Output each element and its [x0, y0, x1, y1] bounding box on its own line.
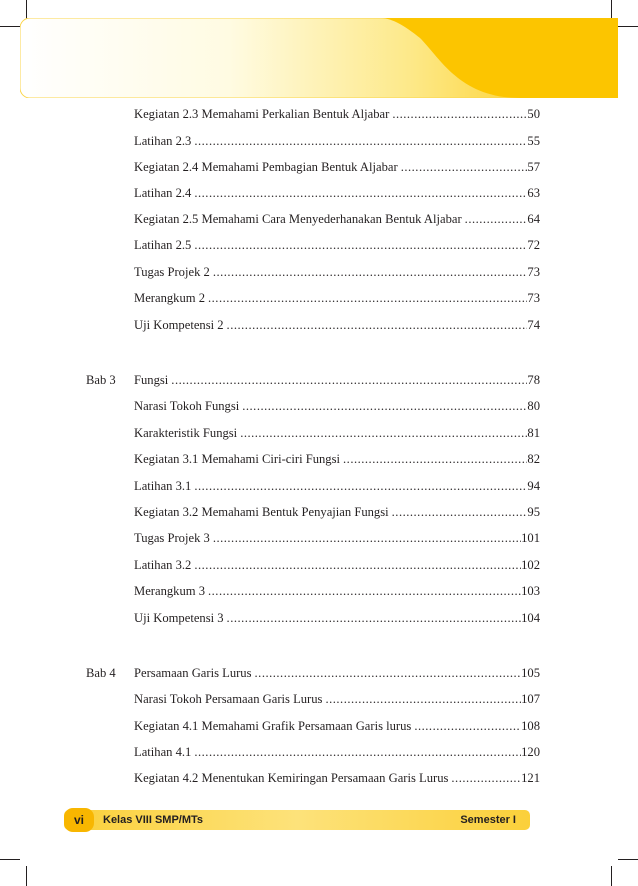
- toc-entry-page: 94: [527, 479, 540, 493]
- footer-semester: Semester I: [460, 814, 516, 826]
- chapter-label: Bab 3: [86, 373, 116, 387]
- toc-entry[interactable]: [134, 557, 540, 573]
- toc-entry-title: Tugas Projek 2: [134, 265, 210, 279]
- crop-mark: [611, 0, 612, 20]
- toc-leader: [252, 665, 522, 681]
- toc-leader: [237, 425, 527, 441]
- toc-leader: [191, 185, 527, 201]
- toc-entry-title: Latihan 2.4: [134, 186, 192, 200]
- toc-entry[interactable]: [134, 237, 540, 253]
- toc-entry-page: 107: [521, 692, 540, 706]
- crop-mark: [611, 866, 612, 886]
- toc-entry-page: 104: [521, 611, 540, 625]
- toc-leader: [340, 451, 527, 467]
- toc-entry[interactable]: [134, 185, 540, 201]
- toc-entry[interactable]: [134, 372, 540, 388]
- footer-book-title: Kelas VIII SMP/MTs: [103, 814, 204, 826]
- toc-leader: [191, 478, 527, 494]
- toc-entry[interactable]: [134, 398, 540, 414]
- toc-entry-page: 105: [521, 666, 540, 680]
- toc-entry[interactable]: [134, 718, 540, 734]
- toc-leader: [205, 290, 527, 306]
- toc-entry[interactable]: [134, 425, 540, 441]
- toc-entry-title: Kegiatan 2.3 Memahami Perkalian Bentuk Aljabar: [134, 107, 390, 121]
- toc-entry-title: Persamaan Garis Lurus: [134, 666, 252, 680]
- crop-mark: [26, 0, 27, 20]
- toc-leader: [205, 583, 521, 599]
- crop-mark: [0, 859, 20, 860]
- toc-entry-page: 73: [527, 265, 540, 279]
- toc-entry-page: 78: [527, 373, 540, 387]
- toc-entry-page: 63: [527, 186, 540, 200]
- toc-entry-title: Narasi Tokoh Persamaan Garis Lurus: [134, 692, 323, 706]
- toc-entry-title: Latihan 3.1: [134, 479, 192, 493]
- toc-entry-title: Kegiatan 4.1 Memahami Grafik Persamaan Garis lurus: [134, 719, 412, 733]
- toc-entry-title: Uji Kompetensi 3: [134, 611, 224, 625]
- toc-leader: [191, 237, 527, 253]
- toc-entry[interactable]: [134, 290, 540, 306]
- toc-entry-title: Latihan 2.3: [134, 134, 192, 148]
- toc-leader: [191, 133, 527, 149]
- toc-entry-page: 74: [527, 318, 540, 332]
- toc-leader: [239, 398, 527, 414]
- toc-leader: [448, 770, 521, 786]
- toc-leader: [210, 530, 521, 546]
- toc-leader: [398, 159, 528, 175]
- toc-leader: [168, 372, 527, 388]
- toc-entry[interactable]: [134, 691, 540, 707]
- toc-entry-title: Uji Kompetensi 2: [134, 318, 224, 332]
- toc-entry[interactable]: [134, 451, 540, 467]
- toc-entry-page: 72: [527, 238, 540, 252]
- toc-entry[interactable]: [134, 106, 540, 122]
- header-banner: [20, 18, 618, 98]
- toc-leader: [462, 211, 528, 227]
- toc-leader: [210, 264, 528, 280]
- toc-entry-page: 108: [521, 719, 540, 733]
- toc-entry-page: 64: [527, 212, 540, 226]
- toc-entry[interactable]: [134, 317, 540, 333]
- page-number: vi: [73, 813, 84, 827]
- toc-entry-page: 73: [527, 291, 540, 305]
- toc-entry-page: 82: [527, 452, 540, 466]
- toc-entry-title: Fungsi: [134, 373, 169, 387]
- toc-entry-page: 120: [521, 745, 540, 759]
- toc-entry-title: Latihan 4.1: [134, 745, 192, 759]
- toc-entry[interactable]: [134, 504, 540, 520]
- toc-entry-page: 101: [521, 531, 540, 545]
- toc-entry-title: Latihan 2.5: [134, 238, 192, 252]
- toc-entry-page: 103: [521, 584, 540, 598]
- toc-entry[interactable]: [134, 530, 540, 546]
- toc-leader: [411, 718, 521, 734]
- toc-entry[interactable]: [134, 211, 540, 227]
- toc-entry-title: Latihan 3.2: [134, 558, 192, 572]
- toc-entry-page: 95: [527, 505, 540, 519]
- crop-mark: [0, 26, 20, 27]
- toc-entry-title: Kegiatan 2.4 Memahami Pembagian Bentuk Aljabar: [134, 160, 398, 174]
- toc-entry-title: Narasi Tokoh Fungsi: [134, 399, 240, 413]
- toc-entry[interactable]: [134, 665, 540, 681]
- toc-entry-title: Karakteristik Fungsi: [134, 426, 238, 440]
- toc-entry[interactable]: [134, 159, 540, 175]
- toc-leader: [389, 106, 527, 122]
- toc-entry-page: 81: [527, 426, 540, 440]
- toc-entry-title: Kegiatan 3.1 Memahami Ciri-ciri Fungsi: [134, 452, 341, 466]
- toc-entry[interactable]: [134, 264, 540, 280]
- toc-entry-page: 50: [527, 107, 540, 121]
- toc-entry-title: Tugas Projek 3: [134, 531, 210, 545]
- crop-mark: [618, 859, 638, 860]
- toc-entry[interactable]: [134, 744, 540, 760]
- toc-entry-title: Merangkum 2: [134, 291, 205, 305]
- toc-entry-page: 80: [527, 399, 540, 413]
- toc-entry-page: 121: [521, 771, 540, 785]
- toc-entry-title: Merangkum 3: [134, 584, 205, 598]
- toc-leader: [224, 317, 528, 333]
- toc-entry-page: 102: [521, 558, 540, 572]
- toc-entry-page: 55: [527, 134, 540, 148]
- toc-entry[interactable]: [134, 610, 540, 626]
- toc-entry[interactable]: [134, 133, 540, 149]
- chapter-label: Bab 4: [86, 666, 116, 680]
- toc-entry[interactable]: [134, 770, 540, 786]
- toc-leader: [322, 691, 521, 707]
- crop-mark: [618, 26, 638, 27]
- toc-entry-title: Kegiatan 3.2 Memahami Bentuk Penyajian Fungsi: [134, 505, 389, 519]
- toc-entry-page: 57: [527, 160, 540, 174]
- toc-leader: [389, 504, 528, 520]
- toc-leader: [224, 610, 522, 626]
- toc-leader: [191, 557, 521, 573]
- crop-mark: [26, 866, 27, 886]
- toc-entry[interactable]: [134, 478, 540, 494]
- toc-entry-title: Kegiatan 4.2 Menentukan Kemiringan Persamaan Garis Lurus: [134, 771, 449, 785]
- toc-entry[interactable]: [134, 583, 540, 599]
- toc-leader: [191, 744, 521, 760]
- toc-entry-title: Kegiatan 2.5 Memahami Cara Menyederhanakan Bentuk Aljabar: [134, 212, 462, 226]
